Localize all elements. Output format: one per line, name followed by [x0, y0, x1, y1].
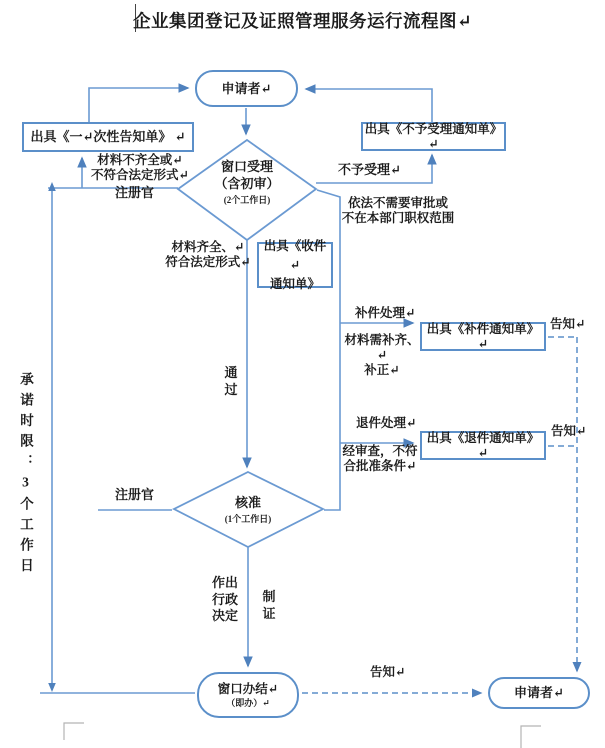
node-applicant-top-label: 申请者↵	[221, 80, 272, 96]
node-window-accept-text	[178, 158, 316, 206]
node-applicant-bottom	[488, 677, 590, 709]
label-materials-complete: 材料齐全、↵ 符合法定形式↵	[165, 240, 251, 269]
page-corner-mark-right	[521, 726, 541, 748]
node-approval-text	[186, 494, 310, 525]
node-rejection-notice	[361, 122, 506, 151]
label-materials-need-supplement: 材料需补齐、↵ 补正↵	[344, 333, 420, 377]
node-return-notice-label: 出具《退件通知单》↵	[426, 430, 540, 460]
label-issue-license: 制 证	[262, 589, 276, 621]
label-materials-incomplete: 材料不齐全或↵ 不符合法定形式↵	[91, 153, 189, 182]
node-window-complete	[197, 672, 299, 718]
label-review-failed: 经审查，不符 合批准条件↵	[342, 444, 418, 473]
window-accept-line3: (2个工作日)	[223, 195, 271, 205]
node-window-complete-line1: 窗口办结↵	[217, 681, 279, 696]
node-supplement-notice-label: 出具《补件通知单》↵	[426, 321, 540, 351]
approval-line1: 核准	[234, 495, 261, 510]
commitment-arrow-down	[48, 683, 56, 692]
commitment-arrow-up	[48, 182, 56, 191]
window-accept-line1: 窗口受理	[220, 159, 273, 174]
node-applicant-top	[195, 70, 298, 107]
label-commitment-time: 承诺时限：3个工作日	[18, 372, 33, 579]
node-one-time-notice	[22, 122, 194, 152]
label-notify-supplement: 告知↵	[550, 317, 586, 331]
label-registrar-1: 注册官	[115, 185, 155, 200]
node-return-notice	[420, 431, 546, 460]
node-one-time-notice-label: 出具《一↵次性告知单》 ↵	[30, 129, 186, 144]
node-supplement-notice	[420, 322, 546, 351]
label-make-decision: 作出 行政 决定	[211, 575, 238, 623]
label-return-handling: 退件处理↵	[356, 416, 417, 430]
label-notify-return: 告知↵	[551, 424, 587, 438]
connector-rejection-to-applicant	[306, 89, 432, 122]
label-registrar-2: 注册官	[115, 487, 155, 502]
label-notify-complete: 告知↵	[370, 665, 406, 679]
connector-onetime-to-applicant	[89, 88, 188, 122]
label-not-accepted: 不予受理↵	[338, 162, 401, 177]
window-accept-line2: （含初审）	[214, 176, 280, 191]
label-supplement-handling: 补件处理↵	[355, 306, 416, 320]
node-receipt-notice	[257, 238, 333, 291]
page-title: 企业集团登记及证照管理服务运行流程图↵	[133, 11, 473, 31]
node-applicant-bottom-label: 申请者↵	[514, 685, 564, 700]
label-pass: 通 过	[224, 365, 238, 397]
node-rejection-notice-label: 出具《不予受理通知单》↵	[364, 121, 503, 151]
label-no-approval-needed: 依法不需要审批或 不在本部门职权范围	[341, 196, 455, 225]
node-receipt-notice-line2: 通知单》	[269, 276, 320, 291]
approval-line2: (1个工作日)	[224, 514, 272, 524]
node-receipt-notice-line1: 出具《收件↵	[263, 238, 327, 272]
node-window-complete-line2: （即办）↵	[226, 697, 270, 708]
page-corner-mark-left	[64, 723, 84, 740]
